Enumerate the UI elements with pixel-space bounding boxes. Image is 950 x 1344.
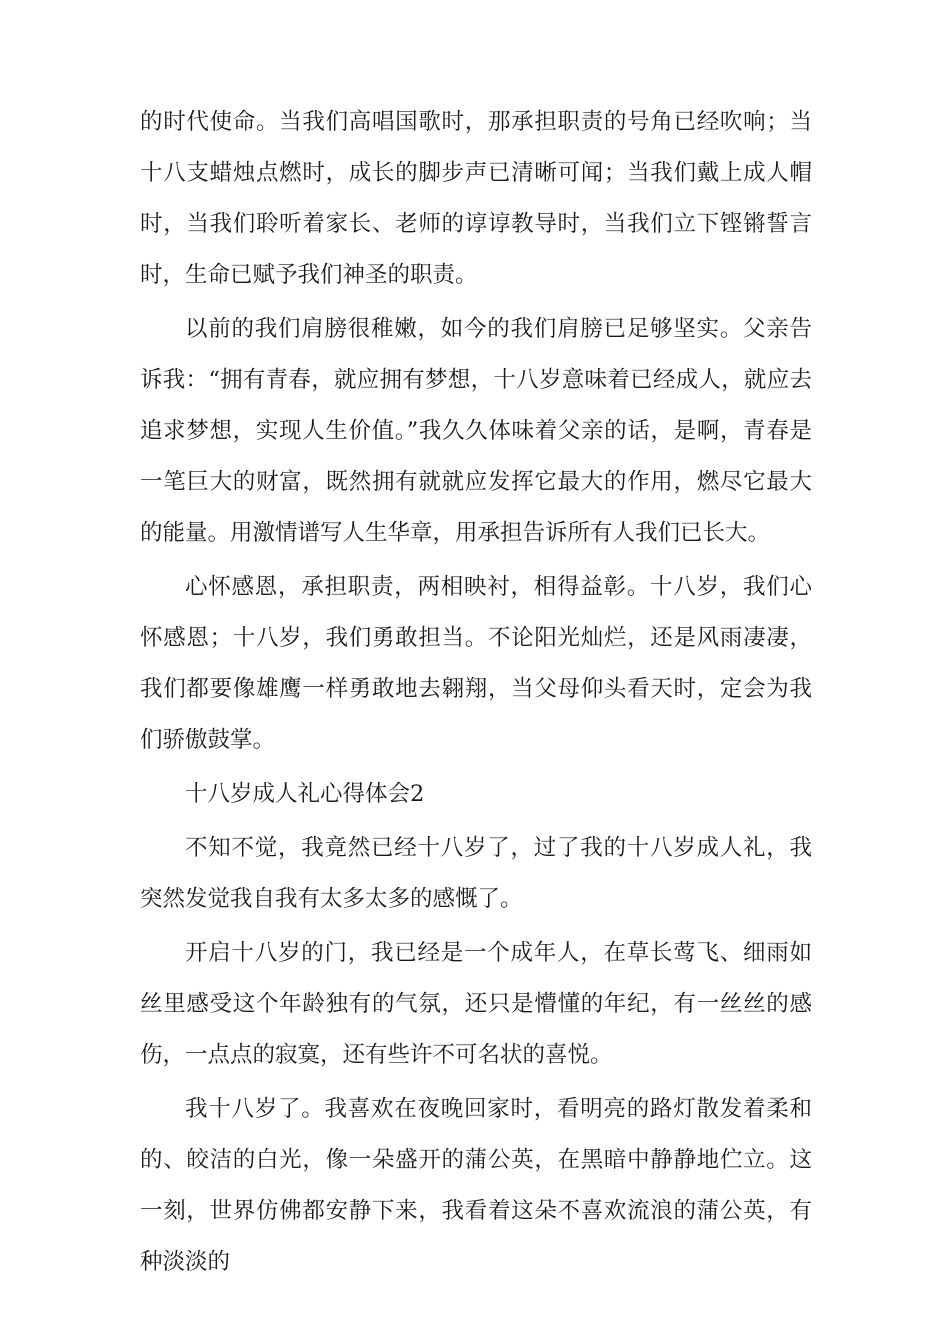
paragraph: 心怀感恩，承担职责，两相映衬，相得益彰。十八岁，我们心怀感恩；十八岁，我们勇敢担当。不论阳光灿烂，还是风雨凄凄，我们都要像雄鹰一样勇敢地去翱翔，当父母仰头看天时，定会为我们骄傲鼓掌。 — [140, 574, 812, 753]
section-heading: 十八岁成人礼心得体会2 — [185, 781, 425, 807]
document-body — [140, 97, 812, 1291]
paragraph: 以前的我们肩膀很稚嫩，如今的我们肩膀已足够坚实。父亲告诉我：“拥有青春，就应拥有梦想，十八岁意味着已经成人，就应去追求梦想，实现人生价值。”我久久体味着父亲的话，是啊，青春是一笔巨大的财富，既然拥有就就应发挥它最大的作用，燃尽它最大的能量。用激情谱写人生华章，用承担告诉所有人我们已长大。 — [140, 316, 812, 546]
paragraph-continuation: 的时代使命。当我们高唱国歌时，那承担职责的号角已经吹响；当十八支蜡烛点燃时，成长的脚步声已清晰可闻；当我们戴上成人帽时，当我们聆听着家长、老师的谆谆教导时，当我们立下铿锵誓言时，生命已赋予我们神圣的职责。 — [140, 109, 812, 288]
paragraph: 开启十八岁的门，我已经是一个成年人，在草长莺飞、细雨如丝里感受这个年龄独有的气氛，还只是懵懂的年纪，有一丝丝的感伤，一点点的寂寞，还有些许不可名状的喜悦。 — [140, 940, 812, 1068]
paragraph: 不知不觉，我竟然已经十八岁了，过了我的十八岁成人礼，我突然发觉我自我有太多太多的感慨了。 — [140, 835, 812, 912]
paragraph: 我十八岁了。我喜欢在夜晚回家时，看明亮的路灯散发着柔和的、皎洁的白光，像一朵盛开的蒲公英，在黑暗中静静地伫立。这一刻，世界仿佛都安静下来，我看着这朵不喜欢流浪的蒲公英，有种淡淡的 — [140, 1096, 812, 1275]
